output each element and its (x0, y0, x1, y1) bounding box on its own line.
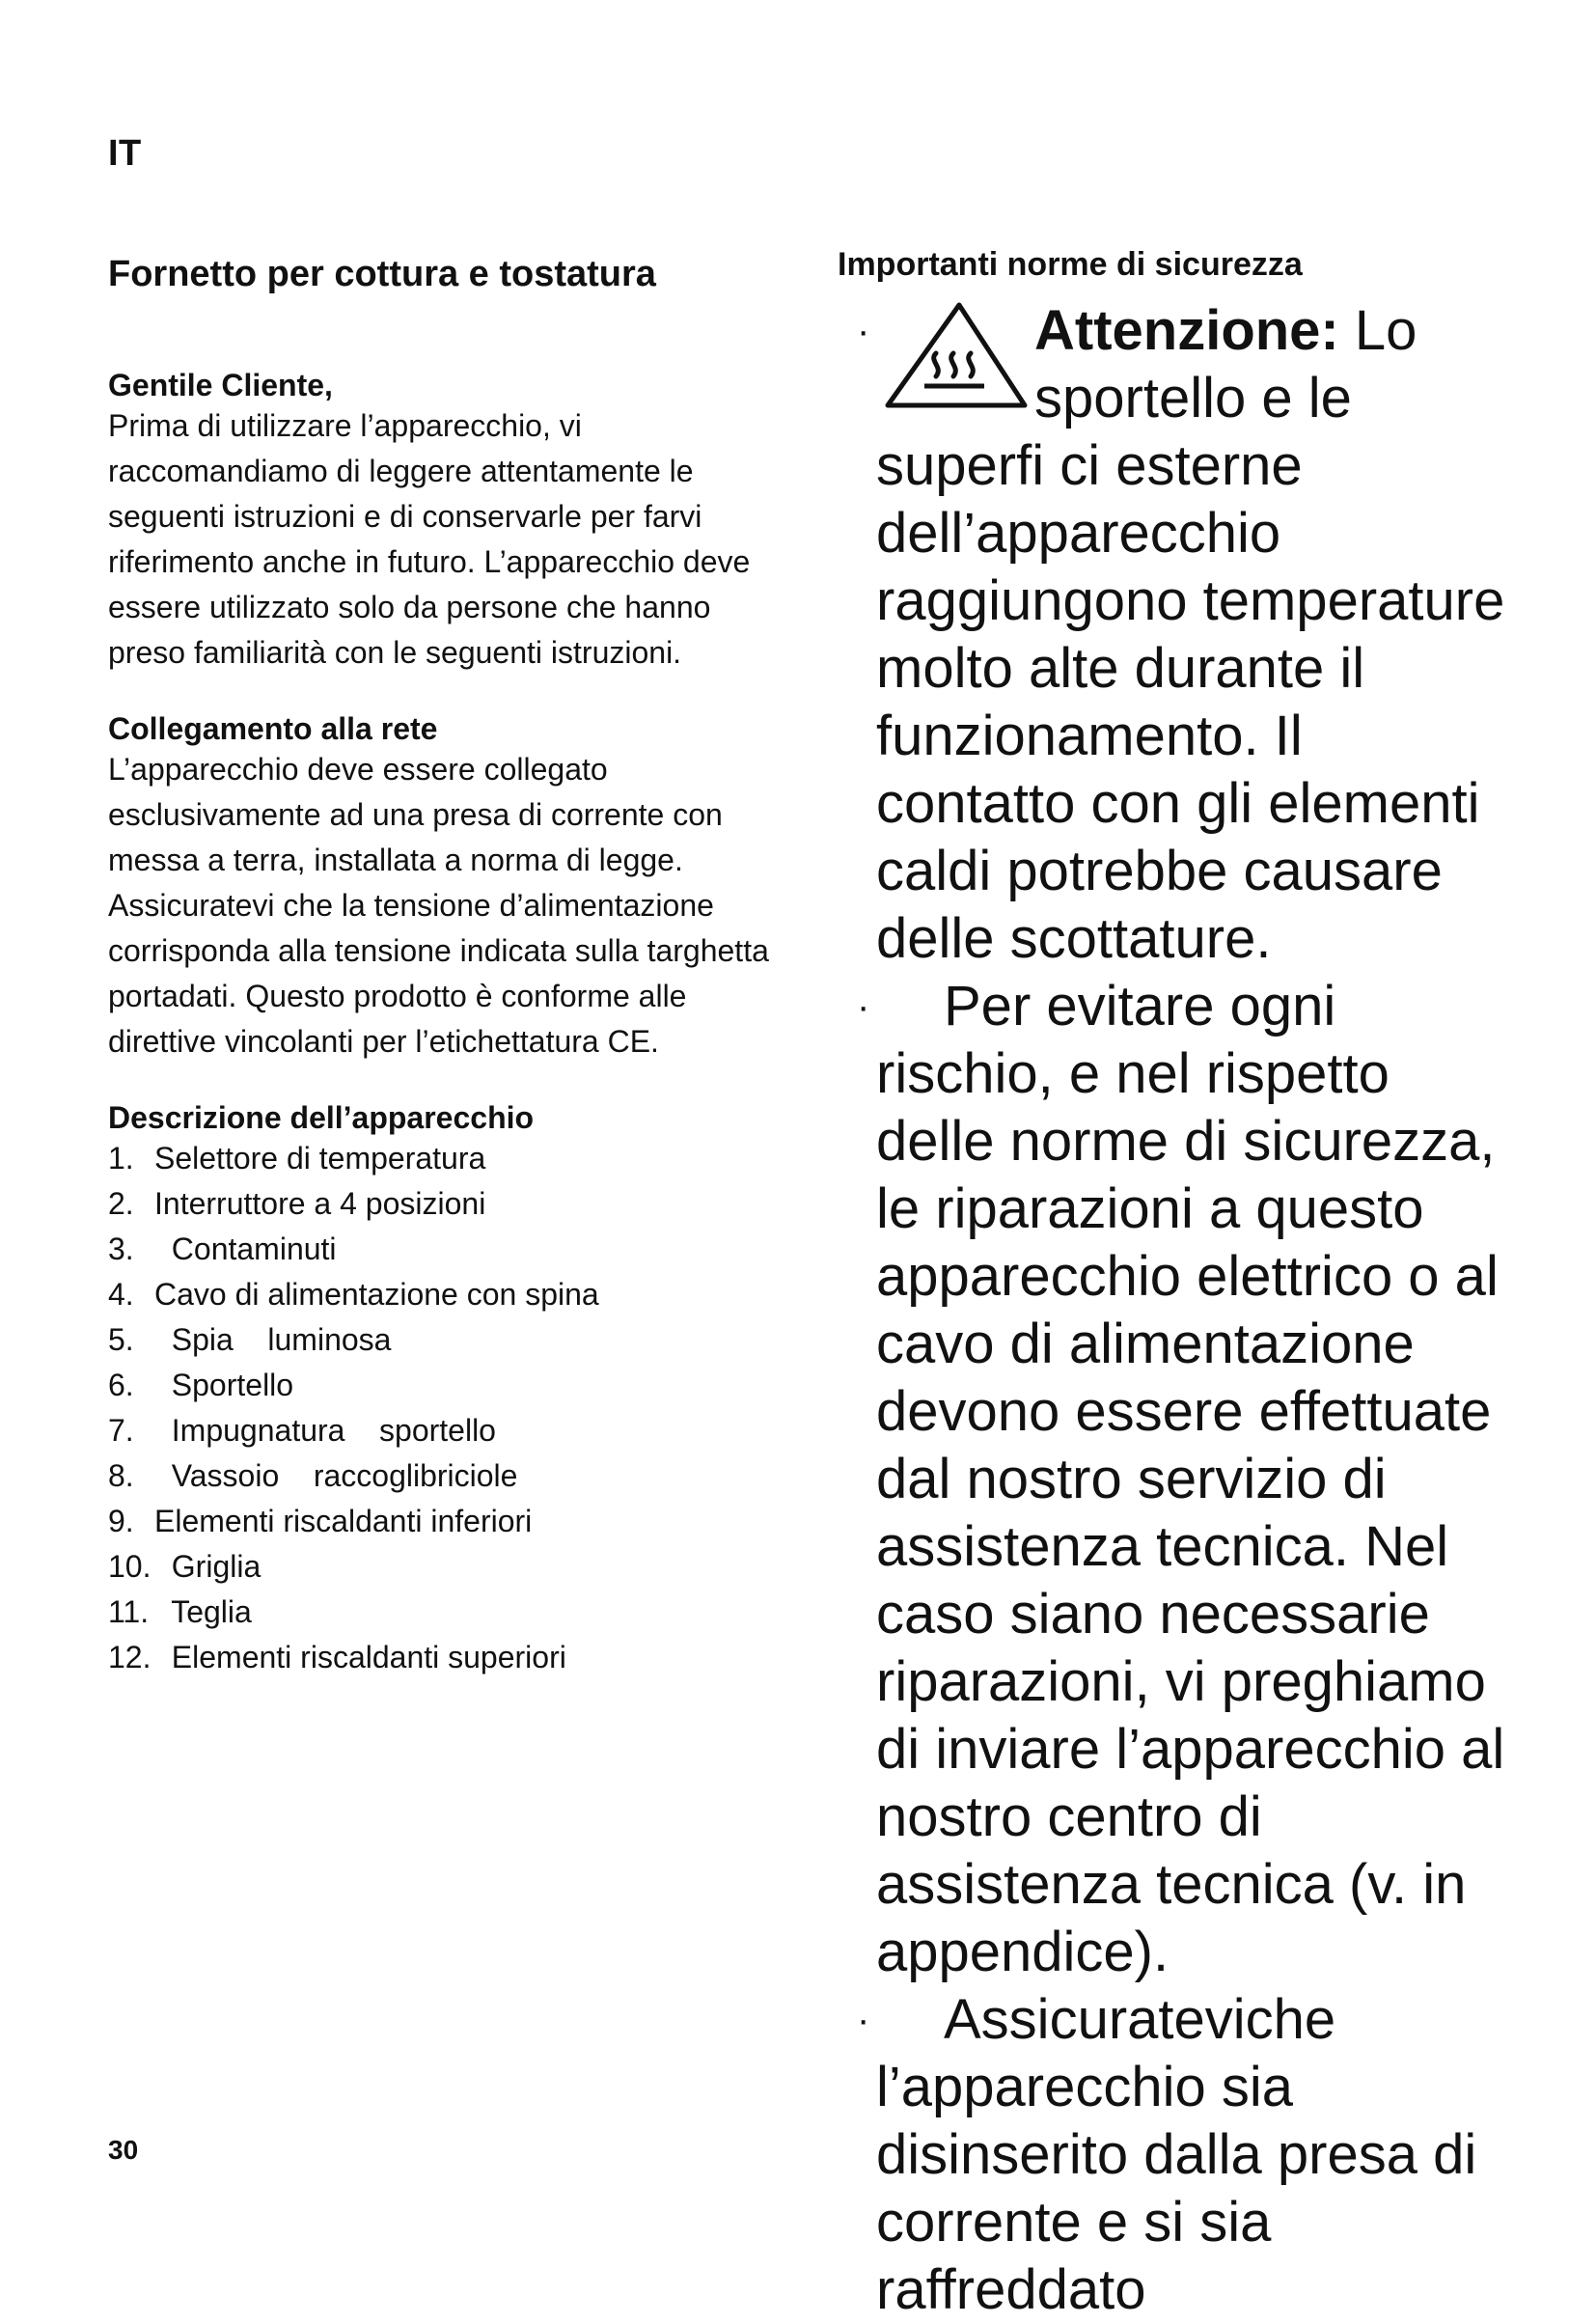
list-item (108, 1363, 784, 1408)
warning-text: Per evitare ogni rischio, e nel rispetto delle norme di sicurezza, le riparazioni a questo apparecchio elettrico o al cavo di alimentazione devono essere effettuate dal nostro servizio di assistenza tecnica. Nel caso siano necessarie riparazioni, vi preghiamo di inviare l’apparecchio al nostro centro di assistenza tecnica (v. in appendice). (876, 975, 1505, 1983)
list-text: Sportello (154, 1368, 294, 1402)
warning-first-line (1034, 297, 1417, 365)
warning-label-rest: Lo (1338, 299, 1417, 362)
warning-item (838, 973, 1513, 1986)
list-number: 1. (108, 1141, 134, 1176)
hot-surface-warning-icon (884, 297, 1029, 413)
warning-item (838, 1986, 1513, 2324)
list-text: Interruttore a 4 posizioni (154, 1186, 486, 1221)
connection-paragraph (108, 747, 784, 1065)
list-number: 7. (108, 1413, 134, 1448)
left-column (108, 253, 784, 1680)
bullet: · (857, 310, 870, 352)
list-item (108, 1499, 784, 1544)
list-text: Contaminuti (154, 1231, 337, 1266)
list-number: 6. (108, 1368, 134, 1402)
list-number: 4. (108, 1277, 134, 1312)
list-number: 10. (108, 1549, 151, 1584)
right-column (838, 245, 1513, 2324)
intro-paragraph (108, 403, 784, 676)
safety-title: Importanti norme di sicurezza (838, 246, 1303, 283)
list-number: 2. (108, 1186, 134, 1221)
list-text: Griglia (154, 1549, 261, 1584)
connection-text: L’apparecchio deve essere collegato esclusivamente ad una presa di corrente con messa a terra, installata a norma di legge. Assicuratevi che la tensione d’alimentazione corrisponda alla tensione indicata sulla targhetta portadati. Questo prodotto è conforme alle direttive vincolanti per l’etichettatura CE. (108, 752, 769, 1059)
warning-second-line: sportello e le (1034, 367, 1352, 429)
list-text: Elementi riscaldanti superiori (154, 1640, 566, 1674)
list-number: 5. (108, 1322, 134, 1357)
list-item (108, 1408, 784, 1453)
warning-text: superfi ci esterne dell’apparecchio raggiungono temperature molto alte durante il funzionamento. Il contatto con gli elementi caldi potrebbe causare delle scottature. (876, 434, 1505, 970)
warning-header-words (1034, 297, 1417, 432)
list-item (108, 1181, 784, 1227)
list-item (108, 1635, 784, 1680)
list-text: Cavo di alimentazione con spina (154, 1277, 599, 1312)
list-item (108, 1453, 784, 1499)
list-text: Elementi riscaldanti inferiori (154, 1504, 533, 1538)
safety-warnings-list (838, 297, 1513, 2324)
bullet: · (857, 1999, 870, 2041)
list-item (108, 1227, 784, 1272)
list-item (108, 1590, 784, 1635)
list-item (108, 1544, 784, 1590)
connection-heading: Collegamento alla rete (108, 711, 438, 746)
warning-item (838, 297, 1513, 973)
list-item (108, 1317, 784, 1363)
page-number: 30 (108, 2135, 139, 2165)
list-text: Selettore di temperatura (154, 1141, 486, 1176)
language-code: IT (108, 133, 142, 174)
intro-text: Prima di utilizzare l’apparecchio, vi raccomandiamo di leggere attentamente le seguenti istruzioni e di conservarle per farvi riferimento anche in futuro. L’apparecchio deve essere utilizzato solo da persone che hanno preso familiarità con le seguenti istruzioni. (108, 408, 751, 670)
list-text: Vassoio raccoglibriciole (154, 1458, 518, 1493)
list-text: Teglia (154, 1594, 252, 1629)
list-item (108, 1272, 784, 1317)
greeting: Gentile Cliente, (108, 368, 333, 402)
bullet: · (857, 985, 870, 1028)
description-heading: Descrizione dell’apparecchio (108, 1100, 535, 1135)
warning-label: Attenzione: (1034, 299, 1339, 362)
list-number: 8. (108, 1458, 134, 1493)
list-text: Impugnatura sportello (154, 1413, 496, 1448)
document-title: Fornetto per cottura e tostatura (108, 254, 656, 294)
list-number: 9. (108, 1504, 134, 1538)
list-text: Spia luminosa (154, 1322, 392, 1357)
warning-header (876, 297, 1513, 432)
list-number: 12. (108, 1640, 151, 1674)
warning-text: Assicurateviche l’apparecchio sia disinserito dalla presa di corrente e si sia raffreddato (876, 1988, 1477, 2321)
list-item (108, 1136, 784, 1181)
parts-list (108, 1136, 784, 1680)
list-number: 3. (108, 1231, 134, 1266)
list-number: 11. (108, 1594, 150, 1629)
